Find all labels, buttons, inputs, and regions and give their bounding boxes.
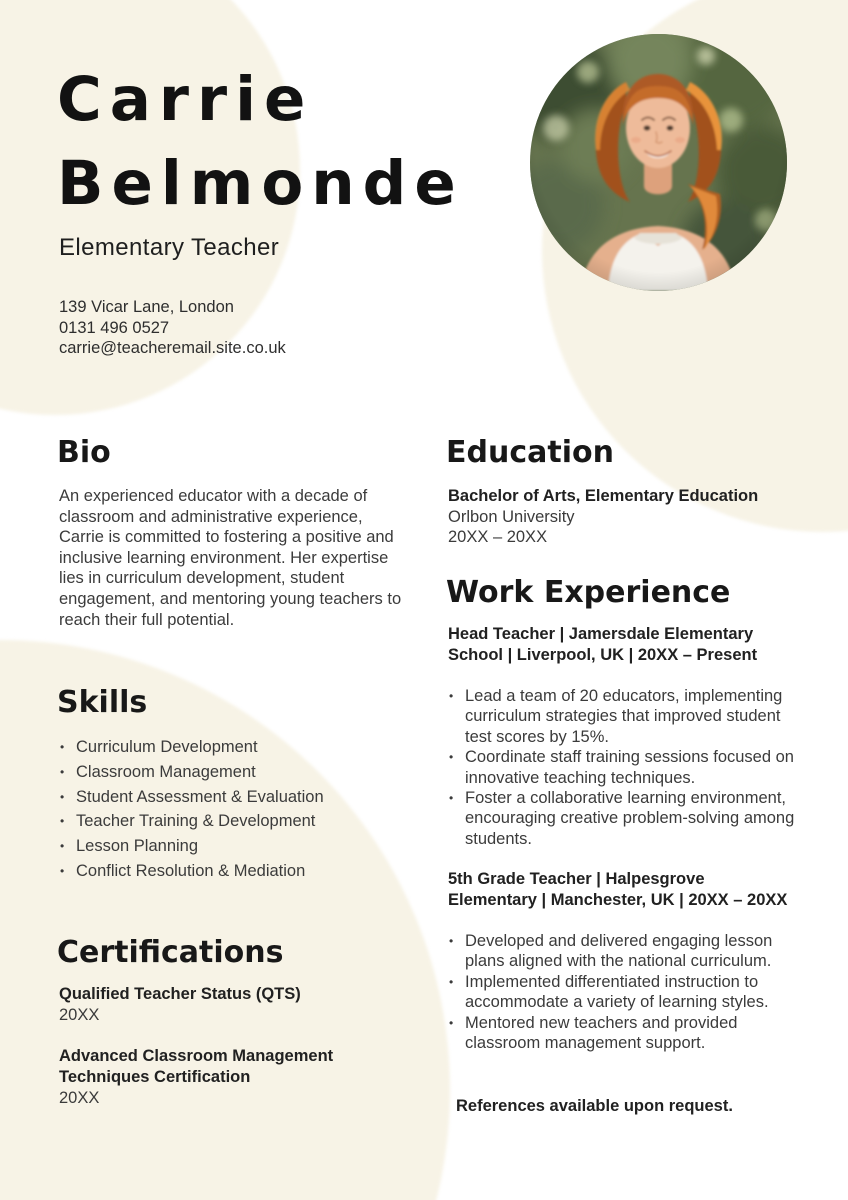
- certification-title: Advanced Classroom Management Techniques Certification: [59, 1047, 334, 1086]
- profile-photo: [530, 34, 787, 291]
- contact-block: [59, 297, 286, 359]
- job-title: Head Teacher | Jamersdale Elementary School | Liverpool, UK | 20XX – Present: [448, 625, 758, 664]
- certification-title: Qualified Teacher Status (QTS): [59, 985, 301, 1003]
- certifications-list: [59, 984, 364, 1129]
- certifications-section-heading: Certifications: [57, 935, 284, 970]
- work-experience-section-heading: Work Experience: [446, 575, 731, 610]
- job-title: 5th Grade Teacher | Halpesgrove Elementary | Manchester, UK | 20XX – 20XX: [448, 870, 788, 909]
- education-school: Orlbon University: [448, 507, 575, 526]
- certification-year: 20XX: [59, 1006, 100, 1024]
- bio-text: An experienced educator with a decade of classroom and administrative experience, Carrie is committed to fostering a positive and inclusive learning environment. Her expertise lies in curriculum development, student engagement, and mentoring young teachers to reach their full potential.: [59, 487, 402, 629]
- education-degree: Bachelor of Arts, Elementary Education: [448, 487, 759, 505]
- certification-item: [59, 984, 364, 1026]
- skill-item: • Student Assessment & Evaluation: [59, 785, 419, 810]
- education-entry: [448, 486, 810, 548]
- skills-list: [59, 735, 419, 884]
- job-bullet: • Implemented differentiated instruction to accommodate a variety of learning styles.: [448, 972, 810, 1013]
- professional-title: Elementary Teacher: [59, 234, 280, 261]
- education-dates: 20XX – 20XX: [448, 528, 548, 547]
- bio-section-heading: Bio: [57, 435, 111, 470]
- skill-item: • Teacher Training & Development: [59, 809, 419, 834]
- certification-item: [59, 1046, 364, 1109]
- job-bullet: • Mentored new teachers and provided classroom management support.: [448, 1013, 810, 1054]
- job-bullet: • Coordinate staff training sessions focused on innovative teaching techniques.: [448, 747, 810, 788]
- job-bullet: • Lead a team of 20 educators, implementing curriculum strategies that improved student test scores by 15%.: [448, 686, 810, 747]
- skill-item: • Lesson Planning: [59, 834, 419, 859]
- contact-phone: 0131 496 0527: [59, 318, 170, 337]
- job-bullet-list: [448, 931, 810, 1053]
- skills-section-heading: Skills: [57, 685, 148, 720]
- skill-item: • Curriculum Development: [59, 735, 419, 760]
- name-heading: Carrie Belmonde: [57, 64, 464, 219]
- job-bullet-list: [448, 686, 810, 849]
- contact-address: 139 Vicar Lane, London: [59, 298, 234, 316]
- job-bullet: • Developed and delivered engaging lesson plans aligned with the national curriculum.: [448, 931, 810, 972]
- certification-year: 20XX: [59, 1089, 100, 1107]
- skill-item: • Conflict Resolution & Mediation: [59, 859, 419, 884]
- contact-email: carrie@teacheremail.site.co.uk: [59, 339, 286, 358]
- skill-item: • Classroom Management: [59, 760, 419, 785]
- job-bullet: • Foster a collaborative learning environment, encouraging creative problem-solving among students.: [448, 788, 810, 849]
- profile-photo-illustration: [530, 34, 787, 291]
- references-note: References available upon request.: [456, 1097, 733, 1115]
- education-section-heading: Education: [446, 435, 614, 470]
